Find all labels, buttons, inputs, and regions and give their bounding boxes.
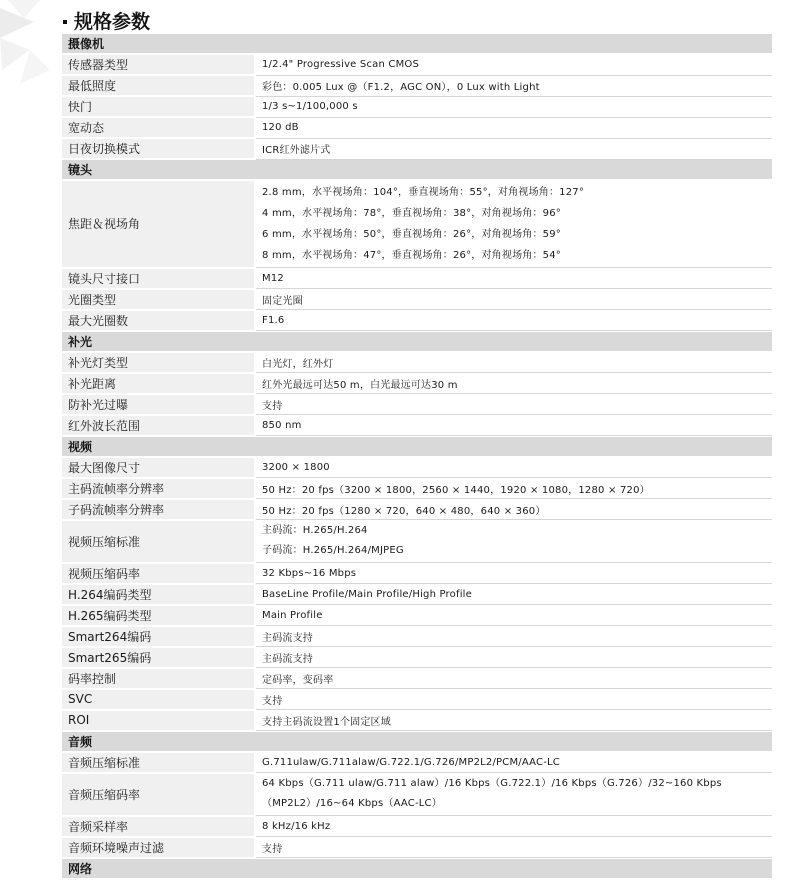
spec-label: 传感器类型 xyxy=(62,54,255,75)
spec-label: 光圈类型 xyxy=(62,289,255,310)
spec-label: ROI xyxy=(62,710,255,731)
spec-label: 最大光圈数 xyxy=(62,310,255,331)
spec-label: 音频环境噪声过滤 xyxy=(62,837,255,858)
spec-row xyxy=(62,816,772,837)
spec-row xyxy=(62,180,772,268)
spec-label: 视频压缩码率 xyxy=(62,563,255,584)
spec-label: Smart264编码 xyxy=(62,626,255,647)
spec-value xyxy=(255,180,772,268)
spec-row xyxy=(62,415,772,436)
spec-value xyxy=(255,816,772,837)
spec-value xyxy=(255,668,772,689)
spec-row xyxy=(62,626,772,647)
spec-value xyxy=(255,626,772,647)
spec-value-line: 1/2.4" Progressive Scan CMOS xyxy=(262,59,420,71)
spec-label: H.265编码类型 xyxy=(62,605,255,626)
spec-row xyxy=(62,478,772,499)
spec-table xyxy=(62,34,772,880)
spec-row xyxy=(62,117,772,138)
section-title: 补光 xyxy=(62,331,772,352)
spec-value xyxy=(255,710,772,731)
section-header xyxy=(62,159,772,180)
spec-value xyxy=(255,499,772,520)
spec-value xyxy=(255,75,772,96)
spec-row xyxy=(62,96,772,117)
spec-row xyxy=(62,752,772,773)
spec-row xyxy=(62,647,772,668)
spec-value xyxy=(255,289,772,310)
spec-label: 音频压缩标准 xyxy=(62,752,255,773)
spec-value-line: ICR红外滤片式 xyxy=(262,145,331,156)
spec-value-line: 3200 × 1800 xyxy=(262,461,330,473)
spec-value-line: 红外光最远可达50 m，白光最远可达30 m xyxy=(262,379,458,391)
spec-row xyxy=(62,584,772,605)
spec-label: 补光灯类型 xyxy=(62,352,255,373)
spec-label: 防补光过曝 xyxy=(62,394,255,415)
spec-value-line: 支持 xyxy=(262,400,283,412)
spec-value xyxy=(255,310,772,331)
spec-value-line: 子码流：H.265/H.264/MJPEG xyxy=(262,545,404,556)
spec-value-line: 定码率，变码率 xyxy=(262,674,334,686)
spec-value-line: 主码流：H.265/H.264 xyxy=(262,525,368,536)
spec-value-line: M12 xyxy=(262,272,284,284)
spec-value-line: F1.6 xyxy=(262,314,285,326)
spec-label: 主码流帧率分辨率 xyxy=(62,478,255,499)
spec-label: 码率控制 xyxy=(62,668,255,689)
section-title: 镜头 xyxy=(62,159,772,180)
spec-value-line: 固定光圈 xyxy=(262,295,303,307)
spec-value-line: 支持 xyxy=(262,843,283,855)
spec-value xyxy=(255,584,772,605)
page-title-text: 规格参数 xyxy=(74,10,151,33)
spec-value-line: 64 Kbps（G.711 ulaw/G.711 alaw）/16 Kbps（G.722.1）/16 Kbps（G.726）/32~160 Kbps xyxy=(262,778,722,789)
spec-value xyxy=(255,563,772,584)
section-header xyxy=(62,331,772,352)
spec-label: 音频压缩码率 xyxy=(62,773,255,816)
section-title: 摄像机 xyxy=(62,34,772,54)
spec-value-line: 50 Hz：20 fps（1280 × 720，640 × 480，640 × 360） xyxy=(262,505,546,517)
spec-row xyxy=(62,373,772,394)
spec-row xyxy=(62,520,772,563)
spec-label: 子码流帧率分辨率 xyxy=(62,499,255,520)
spec-value-line: G.711ulaw/G.711alaw/G.722.1/G.726/MP2L2/PCM/AAC-LC xyxy=(262,756,560,768)
spec-value xyxy=(255,773,772,816)
spec-value xyxy=(255,54,772,75)
spec-value-line: 白光灯，红外灯 xyxy=(262,358,334,370)
spec-value xyxy=(255,117,772,138)
spec-value-line: 32 Kbps~16 Mbps xyxy=(262,567,357,579)
section-title: 音频 xyxy=(62,731,772,752)
spec-label: 音频采样率 xyxy=(62,816,255,837)
spec-value-line: 120 dB xyxy=(262,122,299,133)
spec-value-line: 2.8 mm，水平视场角：104°，垂直视场角：55°，对角视场角：127° xyxy=(262,187,585,198)
spec-value-line: 8 kHz/16 kHz xyxy=(262,820,331,832)
spec-value xyxy=(255,605,772,626)
spec-value-line: 主码流支持 xyxy=(262,632,313,644)
spec-row xyxy=(62,563,772,584)
spec-row xyxy=(62,310,772,331)
spec-value-line: 彩色：0.005 Lux @（F1.2，AGC ON），0 Lux with Light xyxy=(262,82,540,93)
spec-value-line: 8 mm，水平视场角：47°，垂直视场角：26°，对角视场角：54° xyxy=(262,250,561,261)
spec-value xyxy=(255,457,772,478)
spec-value-line: BaseLine Profile/Main Profile/High Profile xyxy=(262,588,473,600)
spec-value xyxy=(255,415,772,436)
spec-label: 视频压缩标准 xyxy=(62,520,255,563)
spec-value xyxy=(255,96,772,117)
spec-value xyxy=(255,394,772,415)
spec-row xyxy=(62,499,772,520)
spec-value-line: 4 mm，水平视场角：78°，垂直视场角：38°，对角视场角：96° xyxy=(262,208,561,219)
section-header xyxy=(62,34,772,54)
spec-label: 最大图像尺寸 xyxy=(62,457,255,478)
spec-row xyxy=(62,352,772,373)
spec-label: 红外波长范围 xyxy=(62,415,255,436)
spec-value xyxy=(255,478,772,499)
page-title xyxy=(63,6,150,34)
spec-row xyxy=(62,689,772,710)
section-title: 网络 xyxy=(62,858,772,879)
spec-row xyxy=(62,457,772,478)
spec-label: Smart265编码 xyxy=(62,647,255,668)
spec-value-line: 支持主码流设置1个固定区域 xyxy=(262,716,391,728)
spec-value xyxy=(255,352,772,373)
spec-row xyxy=(62,75,772,96)
spec-label: H.264编码类型 xyxy=(62,584,255,605)
section-header xyxy=(62,436,772,457)
section-header xyxy=(62,858,772,879)
spec-row xyxy=(62,138,772,159)
spec-value-line: 1/3 s~1/100,000 s xyxy=(262,101,358,112)
spec-label: 最低照度 xyxy=(62,75,255,96)
spec-row xyxy=(62,54,772,75)
spec-value-line: （MP2L2）/16~64 Kbps（AAC-LC） xyxy=(262,798,442,809)
spec-value-line: 6 mm，水平视场角：50°，垂直视场角：26°，对角视场角：59° xyxy=(262,229,561,240)
spec-row xyxy=(62,394,772,415)
spec-label: 补光距离 xyxy=(62,373,255,394)
spec-label: 快门 xyxy=(62,96,255,117)
corner-decoration xyxy=(0,0,60,90)
section-title: 视频 xyxy=(62,436,772,457)
spec-value xyxy=(255,138,772,159)
section-header xyxy=(62,731,772,752)
spec-value-line: 支持 xyxy=(262,695,283,707)
spec-value xyxy=(255,373,772,394)
spec-value xyxy=(255,647,772,668)
spec-value xyxy=(255,689,772,710)
spec-value xyxy=(255,752,772,773)
spec-label: 日夜切换模式 xyxy=(62,138,255,159)
spec-row xyxy=(62,289,772,310)
spec-label: SVC xyxy=(62,689,255,710)
spec-row xyxy=(62,605,772,626)
spec-row xyxy=(62,773,772,816)
spec-value-line: 850 nm xyxy=(262,419,302,431)
spec-value xyxy=(255,837,772,858)
spec-value-line: 50 Hz：20 fps（3200 × 1800，2560 × 1440，1920 × 1080，1280 × 720） xyxy=(262,484,650,496)
spec-label: 焦距＆视场角 xyxy=(62,180,255,268)
spec-value xyxy=(255,268,772,289)
spec-row xyxy=(62,268,772,289)
title-bullet xyxy=(63,20,67,24)
spec-value-line: Main Profile xyxy=(262,609,323,621)
spec-value-line: 主码流支持 xyxy=(262,653,313,665)
spec-label: 宽动态 xyxy=(62,117,255,138)
spec-label: 镜头尺寸接口 xyxy=(62,268,255,289)
spec-row xyxy=(62,837,772,858)
spec-row xyxy=(62,668,772,689)
spec-value xyxy=(255,520,772,563)
spec-row xyxy=(62,710,772,731)
